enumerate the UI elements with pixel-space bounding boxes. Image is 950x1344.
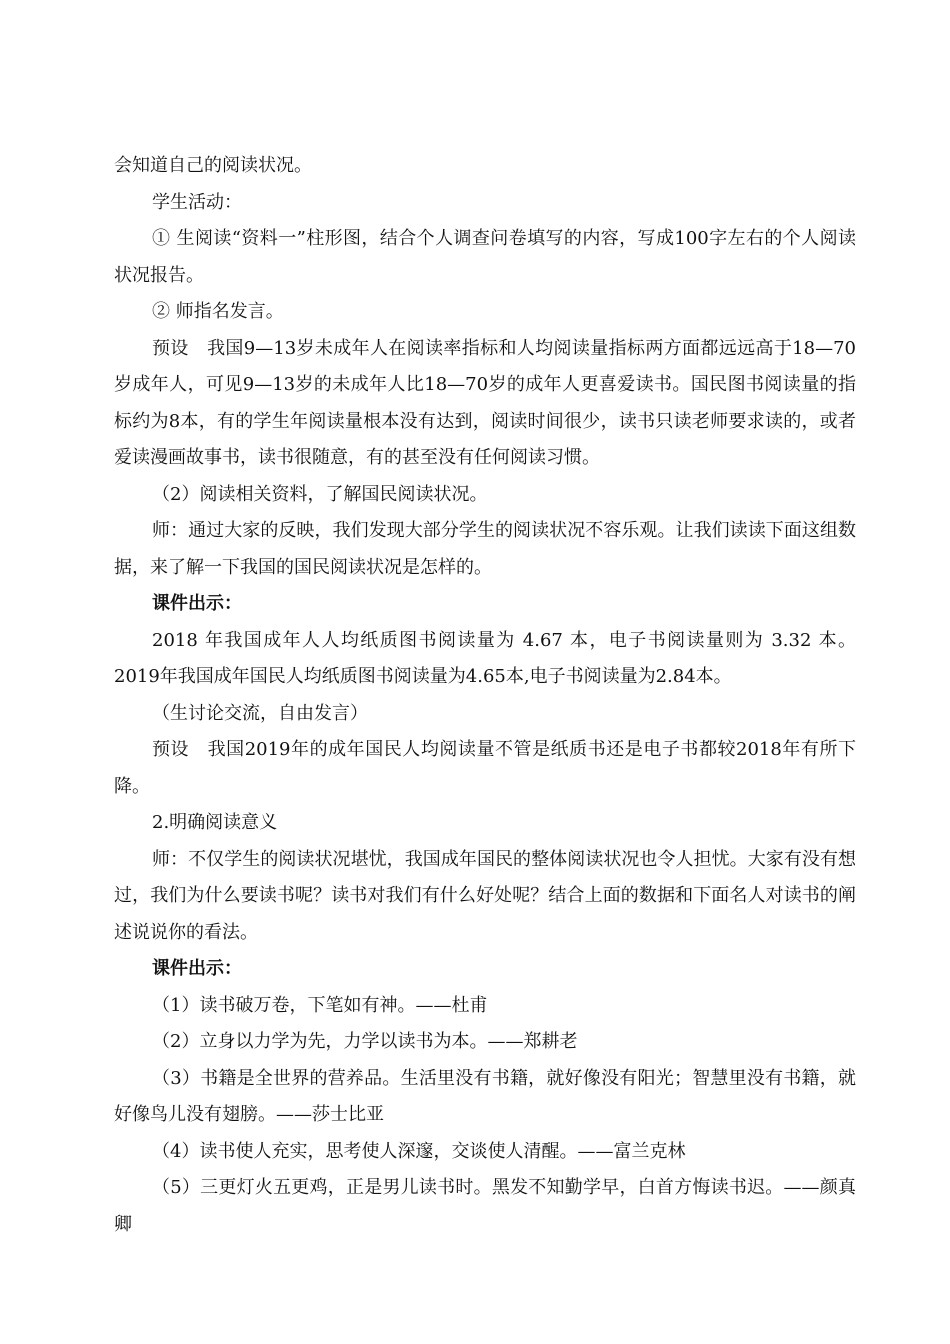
paragraph-7: 师：通过大家的反映，我们发现大部分学生的阅读状况不容乐观。让我们读读下面这组数据，来了解一下我国的国民阅读状况是怎样的。 [114, 520, 856, 578]
courseware-heading-2: 课件出示： [152, 958, 242, 979]
paragraph-2: 学生活动： [152, 191, 242, 213]
paragraph-13: 师：不仅学生的阅读状况堪忧，我国成年国民的整体阅读状况也令人担忧。大家有没有想过，我们为什么要读书呢？读书对我们有什么好处呢？结合上面的数据和下面名人对读书的阐述说说你的看法。 [114, 848, 856, 943]
paragraph-3: ① 生阅读“资料一”柱形图，结合个人调查问卷填写的内容，写成100字左右的个人阅读状况报告。 [114, 228, 856, 286]
section-heading-reading-meaning: 2.明确阅读意义 [152, 812, 278, 833]
paragraph-11: 预设 我国2019年的成年国民人均阅读量不管是纸质书还是电子书都较2018年有所下降。 [114, 739, 856, 797]
quote-3: （3）书籍是全世界的营养品。生活里没有书籍，就好像没有阳光；智慧里没有书籍，就好像鸟儿没有翅膀。——莎士比亚 [114, 1067, 856, 1125]
paragraph-9: 2018 年我国成年人人均纸质图书阅读量为 4.67 本，电子书阅读量则为 3.32 本。2019年我国成年国民人均纸质图书阅读量为4.65本,电子书阅读量为2.84本。 [114, 629, 856, 687]
paragraph-6: （2）阅读相关资料，了解国民阅读状况。 [152, 483, 488, 505]
quote-1: （1）读书破万卷，下笔如有神。——杜甫 [152, 994, 488, 1016]
paragraph-1: 会知道自己的阅读状况。 [114, 155, 312, 176]
quote-2: （2）立身以力学为先，力学以读书为本。——郑耕老 [152, 1031, 578, 1052]
document-body [114, 148, 856, 1243]
paragraph-5: 预设 我国9—13岁未成年人在阅读率指标和人均阅读量指标两方面都远远高于18—70岁成年人，可见9—13岁的未成年人比18—70岁的成年人更喜爱读书。国民图书阅读量的指标约为8本，有的学生年阅读量根本没有达到，阅读时间很少，读书只读老师要求读的，或者爱读漫画故事书，读书很随意，有的甚至没有任何阅读习惯。 [114, 337, 856, 468]
quote-4: （4）读书使人充实，思考使人深邃，交谈使人清醒。——富兰克林 [152, 1140, 686, 1162]
courseware-heading-1: 课件出示： [152, 593, 242, 614]
paragraph-4: ② 师指名发言。 [152, 301, 284, 322]
quote-5: （5）三更灯火五更鸡，正是男儿读书时。黑发不知勤学早，白首方悔读书迟。——颜真卿 [114, 1177, 856, 1235]
paragraph-10: （生讨论交流，自由发言） [152, 702, 368, 724]
